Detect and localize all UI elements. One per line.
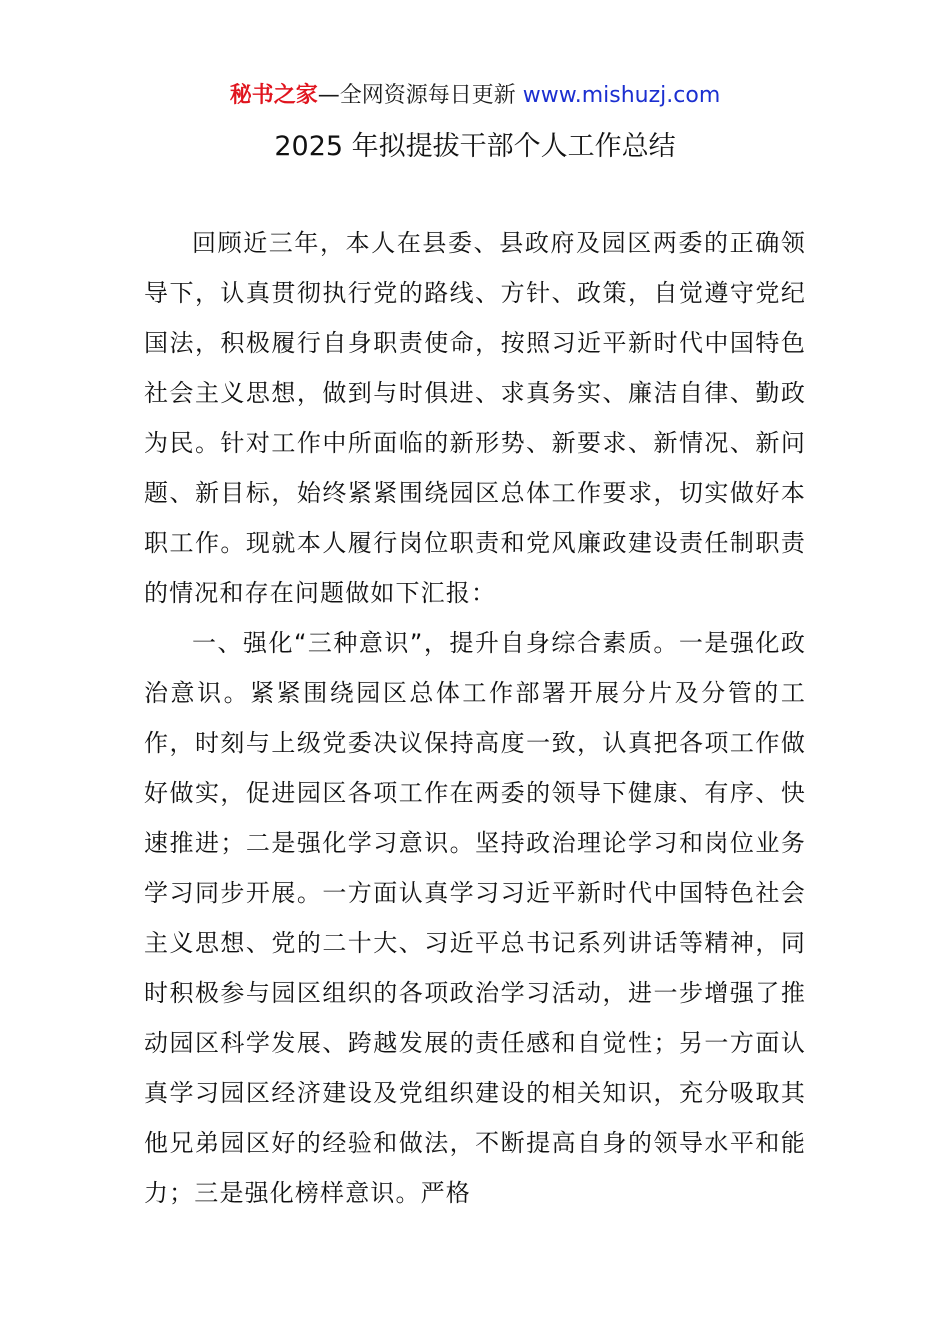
paragraph-section-one: 一、强化“三种意识”，提升自身综合素质。一是强化政治意识。紧紧围绕园区总体工作部署开展分片及分管的工作，时刻与上级党委决议保持高度一致，认真把各项工作做好做实，促进园区各项工作在两委的领导下健康、有序、快速推进；二是强化学习意识。坚持政治理论学习和岗位业务学习同步开展。一方面认真学习习近平新时代中国特色社会主义思想、党的二十大、习近平总书记系列讲话等精神，同时积极参与园区组织的各项政治学习活动，进一步增强了推动园区科学发展、跨越发展的责任感和自觉性；另一方面认真学习园区经济建设及党组织建设的相关知识，充分吸取其他兄弟园区好的经验和做法，不断提高自身的领导水平和能力；三是强化榜样意识。严格 [144,629,806,1207]
document-body [144,218,806,1218]
site-header [0,78,950,114]
site-tagline: —全网资源每日更新 [317,83,523,108]
document-title: 2025 年拟提拔干部个人工作总结 [274,131,676,162]
site-url[interactable]: www.mishuzj.com [522,83,721,108]
paragraph-intro: 回顾近三年，本人在县委、县政府及园区两委的正确领导下，认真贯彻执行党的路线、方针、政策，自觉遵守党纪国法，积极履行自身职责使命，按照习近平新时代中国特色社会主义思想，做到与时俱进、求真务实、廉洁自律、勤政为民。针对工作中所面临的新形势、新要求、新情况、新问题、新目标，始终紧紧围绕园区总体工作要求，切实做好本职工作。现就本人履行岗位职责和党风廉政建设责任制职责的情况和存在问题做如下汇报： [144,229,806,607]
site-brand: 秘书之家 [229,83,318,108]
